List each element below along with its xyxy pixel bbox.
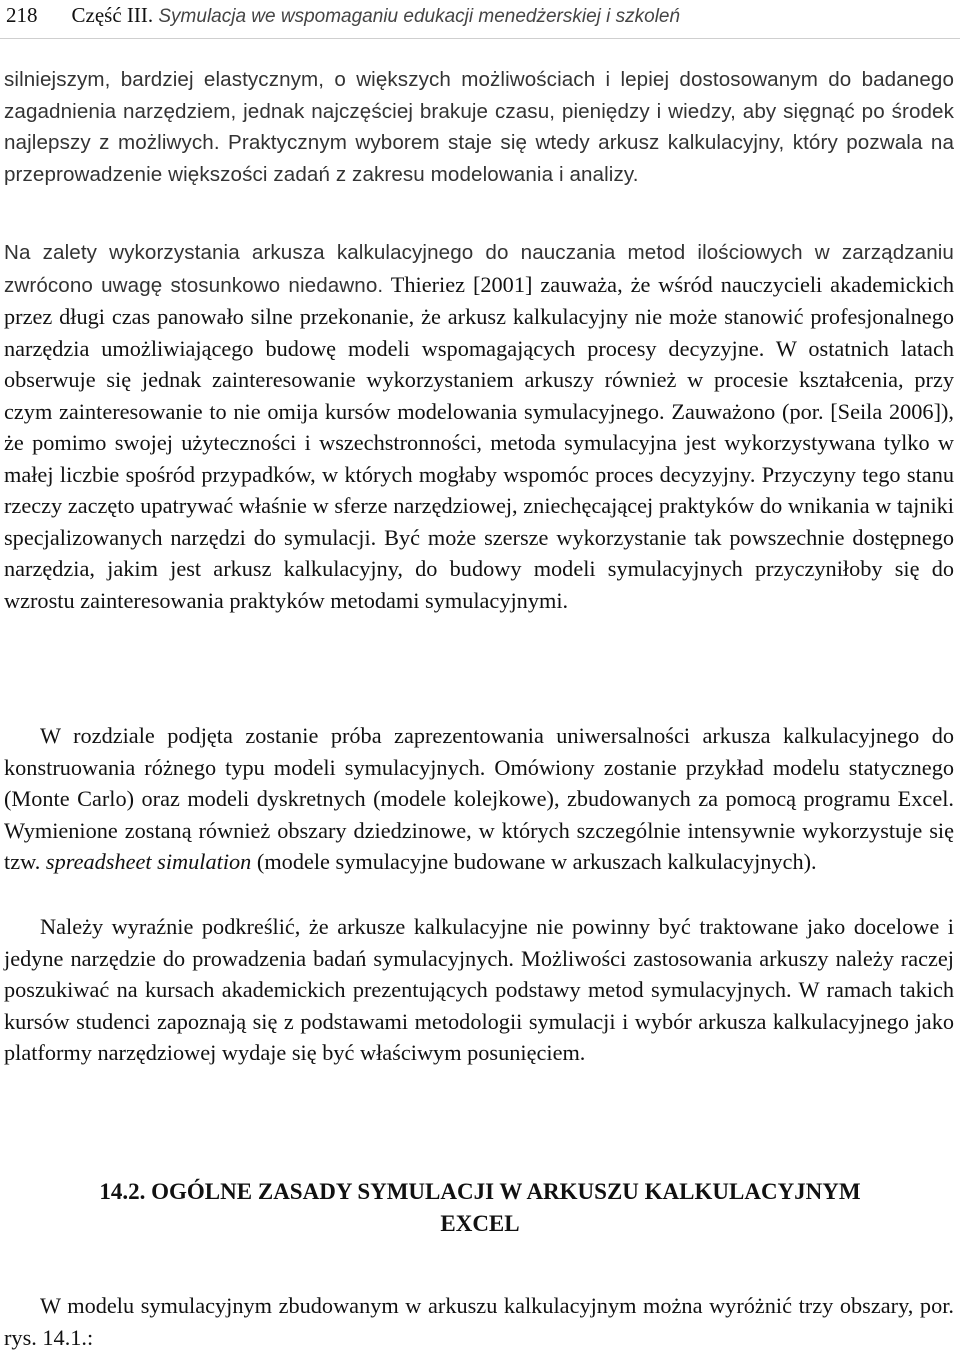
section-heading-line-2: EXCEL [440,1211,520,1236]
paragraph-3-text-a: W rozdziale podjęta zostanie próba zaprezentowania uniwersalności arkusza kalkulacyjnego do konstruowania różnego typu modeli symulacyjnych. Omówiony zostanie przykład modelu statycznego (Monte Carlo) oraz modeli dyskretnych (modele kolejkowe), zbudowanych za pomocą programu Excel. Wymienione zostaną również obszary dziedzinowe, w których szczególnie intensywnie wykorzystuje się tzw. [4,723,954,874]
part-label: Część III. [71,3,154,27]
paragraph-4: Należy wyraźnie podkreślić, że arkusze kalkulacyjne nie powinny być traktowane jako docelowe i jedyne narzędzie do prowadzenia badań symulacyjnych. Możliwości zastosowania arkuszy należy raczej poszukiwać na kursach akademickich prezentujących podstawy metod symulacyjnych. W ramach takich kursów studenci zapoznają się z podstawami metodologii symulacji i wybór arkusza kalkulacyjnego jako platformy narzędziowej wydaje się być właściwym posunięciem. [4,914,954,1065]
page-number: 218 [6,3,38,27]
paragraph-2-body: Thieriez [2001] zauważa, że wśród nauczycieli akademickich przez długi czas panowało silne przekonanie, że arkusz kalkulacyjny nie może stanowić profesjonalnego narzędzia umożliwiającego budowę modeli wspomagających procesy decyzyjne. W ostatnich latach obserwuje się jednak zainteresowanie wykorzystaniem arkuszy również w procesie kształcenia, przy czym zainteresowanie to nie omija kursów modelowania symulacyjnego. Zauważono (por. [Seila 2006]), że pomimo swojej użyteczności i wszechstronności, metoda symulacyjna jest wykorzystywana tylko w małej liczbie spośród przypadków, w których mogłaby wspomóc proces decyzyjny. Przyczyny tego stanu rzeczy zaczęto upatrywać właśnie w sferze narzędziowej, zniechęcającej praktyków do wnikania w tajniki specjalizowanych narzędzi do symulacji. Być może szersze wykorzystanie tak powszechnie dostępnego narzędzia, jakim jest arkusz kalkulacyjny, do budowy modeli symulacyjnych przyczyniłoby się do wzrostu zainteresowania praktyków metodami symulacyjnymi. [4,271,954,613]
paragraph-3-text-b: (modele symulacyjne budowane w arkuszach kalkulacyjnych). [251,849,817,874]
section-heading-line-1: 14.2. OGÓLNE ZASADY SYMULACJI W ARKUSZU KALKULACYJNYM [99,1179,861,1204]
paragraph-2-lead: Na zalety wykorzystania arkusza kalkulacyjnego do nauczania metod ilościowych w zarządzaniu zwrócono uwagę stosunkowo niedawno. [4,241,954,297]
paragraph-3-emphasis: spreadsheet simulation [45,849,252,874]
closing-paragraph: W modelu symulacyjnym zbudowanym w arkuszu kalkulacyjnym można wyróżnić trzy obszary, por. rys. 14.1.: [4,1293,954,1350]
running-header [6,0,680,32]
paragraph-1: silniejszym, bardziej elastycznym, o większych możliwościach i lepiej dostosowanym do badanego zagadnienia narzędziem, jednak najczęściej brakuje czasu, pieniędzy i wiedzy, aby sięgnąć po środek najlepszy z możliwych. Praktycznym wyborem staje się wtedy arkusz kalkulacyjny, który pozwala na przeprowadzenie większości zadań z zakresu modelowania i analizy. [4,68,954,186]
paragraph-2 [4,236,954,616]
section-heading [0,1176,960,1240]
header-rule [0,38,960,39]
part-title: Symulacja we wspomaganiu edukacji menedżerskiej i szkoleń [158,6,681,27]
paragraph-3 [4,720,954,878]
